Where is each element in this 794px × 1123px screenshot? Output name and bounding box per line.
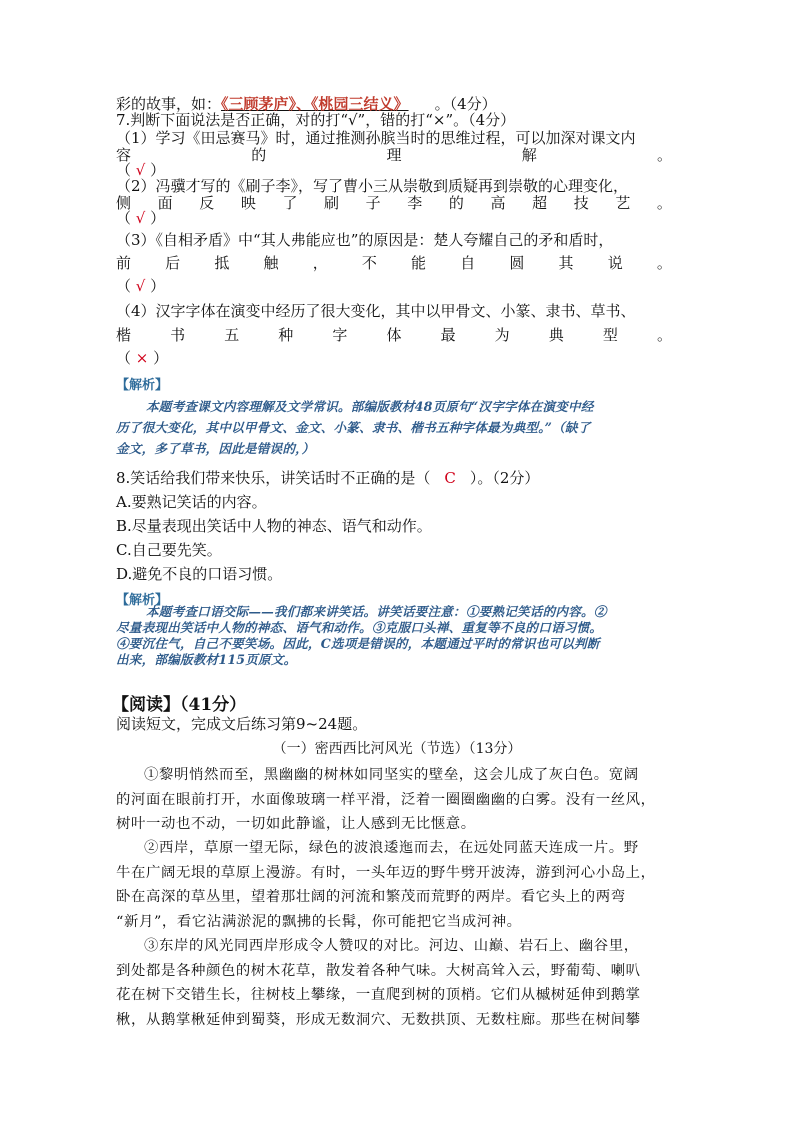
q6-answer-1: 《三顾茅庐》 bbox=[221, 95, 297, 113]
q6-answer-sep: 、 bbox=[296, 95, 312, 113]
q8-option-c: C.自己要先笑。 bbox=[116, 541, 222, 559]
reading-heading: 【阅读】（41分） bbox=[112, 695, 247, 715]
q8-option-b: B.尽量表现出笑话中人物的神态、语气和动作。 bbox=[116, 517, 432, 535]
q7-item3-mark: √ bbox=[135, 277, 146, 295]
q7-item2-line1: （2）冯骥才写的《刷子李》，写了曹小三从崇敬到质疑再到崇敬的心理变化， bbox=[116, 177, 629, 195]
q7-item3-answer: （ √ ） bbox=[116, 277, 166, 295]
reading-intro: 阅读短文，完成文后练习第9~24题。 bbox=[116, 715, 368, 733]
jiexi7-body: 本题考查课文内容理解及文学常识。部编版教材48页原句“汉字字体在演变中经 历了很大变化，其中以甲骨文、金文、小篆、隶书、楷书五种字体最为典型。”（缺了 金文，多了草书，因此是错误的，） bbox=[116, 399, 594, 456]
q7-item1-mark: √ bbox=[135, 161, 146, 179]
q6-prefix: 彩的故事，如： bbox=[116, 95, 222, 113]
reading-paragraph-3: ③东岸的风光同西岸形成令人赞叹的对比。河边、山巅、岩石上、幽谷里， 到处都是各种颜色的树木花草，散发着各种气味。大树高耸入云，野葡萄、喇叭 花在树下交错生长，往树枝上攀缘，一直爬到树的顶梢。它们从槭树延伸到鹅掌 楸，从鹅掌楸延伸到蜀葵，形成无数洞穴、无数拱顶、无数柱廊。那些在树间攀 bbox=[116, 938, 641, 1028]
q7-item1-answer: （ √ ） bbox=[116, 161, 166, 179]
q8-answer: C bbox=[444, 469, 456, 487]
jiexi8-body: 本题考查口语交际——我们都来讲笑话。讲笑话要注意：①要熟记笑话的内容。② 尽量表现出笑话中人物的神态、语气和动作。③克服口头禅、重复等不良的口语习惯。 ④要沉住气，自己不要笑场。因此，C选项是错误的，本题通过平时的常识也可以判断 出来，部编版教材115页原文。 bbox=[116, 604, 607, 667]
q7-item2-answer: （ √ ） bbox=[116, 209, 166, 227]
reading-paragraph-1: ①黎明悄然而至，黑幽幽的树林如同坚实的壁垒，这会儿成了灰白色。宽阔 的河面在眼前打开，水面像玻璃一样平滑，泛着一圈圈幽幽的白雾。没有一丝风， 树叶一动也不动，一切如此静谧，让人感到无比惬意。 bbox=[116, 767, 656, 832]
q8-option-d: D.避免不良的口语习惯。 bbox=[116, 565, 283, 583]
jiexi8-label: 【解析】 bbox=[116, 593, 169, 608]
q7-item4-line1: （4）汉字字体在演变中经历了很大变化，其中以甲骨文、小篆、隶书、草书、 bbox=[116, 302, 636, 320]
q7-item3-line2: 前 后 抵 触 ， 不 能 自 圆 其 说 。 bbox=[116, 254, 672, 272]
q8-stem: 8.笑话给我们带来快乐，讲笑话时不正确的是（ C ）。（2分） bbox=[116, 469, 540, 487]
q7-item2-line2: 侧 面 反 映 了 刷 子 李 的 高 超 技 艺 。 bbox=[116, 194, 672, 212]
q7-item1-line2: 容 的 理 解 。 bbox=[116, 146, 672, 164]
q7-item4-answer: （ × ） bbox=[116, 349, 169, 367]
q7-item3-line1: （3）《自相矛盾》中“其人弗能应也”的原因是：楚人夸耀自己的矛和盾时， bbox=[116, 231, 614, 249]
q7-item2-mark: √ bbox=[135, 209, 146, 227]
reading-title: （一）密西西比河风光（节选）（13分） bbox=[272, 741, 522, 757]
q8-option-a: A.要熟记笑话的内容。 bbox=[116, 493, 267, 511]
q6-answer-2: 《桃园三结义》 bbox=[311, 95, 409, 113]
q6-suffix: 。（4分） bbox=[434, 95, 497, 113]
jiexi7-label: 【解析】 bbox=[116, 378, 169, 393]
q7-item4-mark: × bbox=[135, 349, 149, 367]
q7-item4-line2: 楷 书 五 种 字 体 最 为 典 型 。 bbox=[116, 326, 672, 344]
q7-stem: 7.判断下面说法是否正确，对的打“√”，错的打“×”。（4分） bbox=[116, 111, 516, 129]
q7-item1-line1: （1）学习《田忌赛马》时，通过推测孙膑当时的思维过程，可以加深对课文内 bbox=[116, 129, 636, 147]
reading-paragraph-2: ②西岸，草原一望无际，绿色的波浪逶迤而去，在远处同蓝天连成一片。野 牛在广阔无垠的草原上漫游。有时，一头年迈的野牛劈开波涛，游到河心小岛上， 卧在高深的草丛里，望着那壮阔的河流和繁茂而荒野的两岸。看它头上的两弯 “新月”，看它沾满淤泥的飘拂的长髯，你可能把它当成河神。 bbox=[116, 840, 656, 930]
